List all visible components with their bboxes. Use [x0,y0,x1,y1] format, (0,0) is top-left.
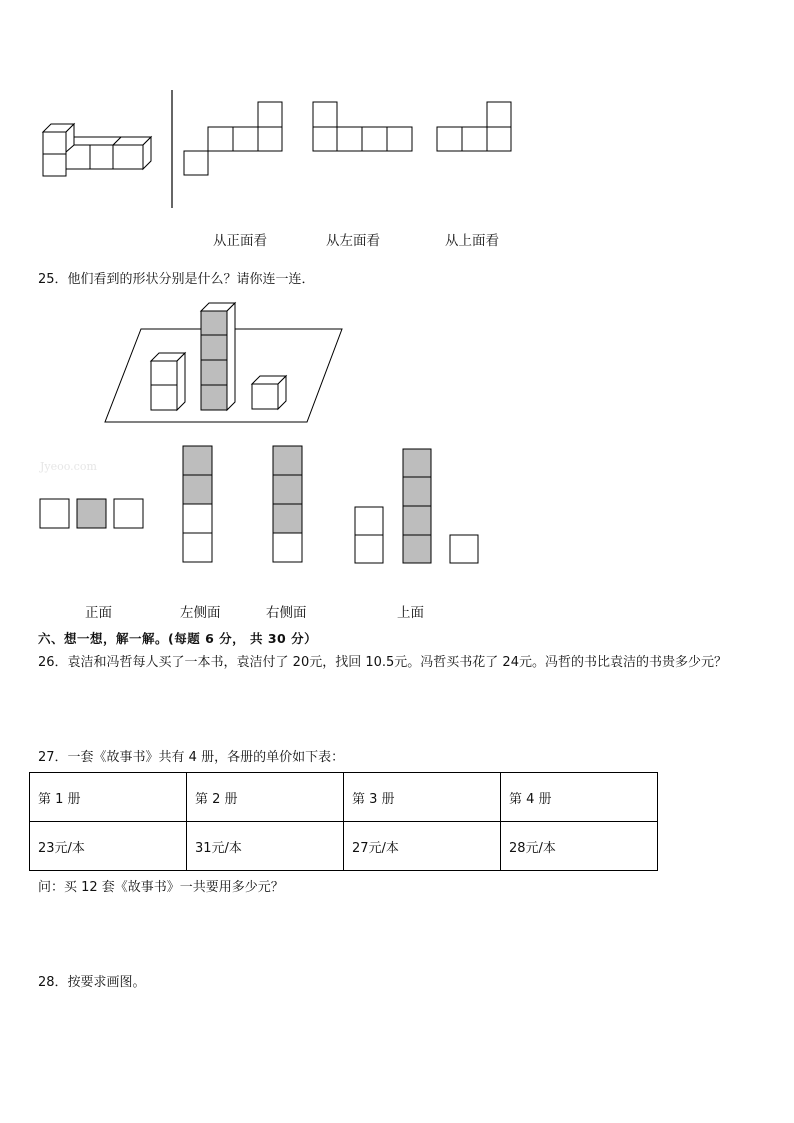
q25-option-right-side [273,446,302,562]
q24-label-top: 从上面看 [445,233,499,249]
table-header-row [30,773,658,822]
q25-label-front: 正面 [85,605,112,621]
table-cell: 27元/本 [344,822,501,871]
q25-option-top [355,449,478,563]
q28-text: 28．按要求画图。 [38,975,146,990]
q25-option-left-side [183,446,212,562]
q25-stack-two [151,353,185,410]
q25-label-left-side: 左侧面 [180,605,221,621]
q27-text: 27．一套《故事书》共有 4 册，各册的单价如下表： [38,750,345,765]
q24-label-left: 从左面看 [326,233,380,249]
q27-question: 问：买 12 套《故事书》一共要用多少元？ [38,880,284,895]
watermark: Jyeoo.com [40,460,97,473]
price-table [29,772,658,871]
table-cell: 第 3 册 [344,773,501,822]
q24-label-front: 从正面看 [213,233,267,249]
section-heading: 六、想一想，解一解。(每题 6 分， 共 30 分） [38,631,318,646]
q25-question: 25．他们看到的形状分别是什么？请你连一连． [38,272,315,287]
table-cell: 第 1 册 [30,773,187,822]
q25-stack-four [201,303,235,410]
table-cell: 28元/本 [501,822,658,871]
q25-option-front [40,499,143,528]
table-cell: 第 4 册 [501,773,658,822]
table-cell: 23元/本 [30,822,187,871]
q25-label-right-side: 右侧面 [266,605,307,621]
q26-text: 26．袁洁和冯哲每人买了一本书，袁洁付了 20元，找回 10.5元。冯哲买书花了 24元。冯哲的书比袁洁的书贵多少元？ [38,655,727,670]
table-row [30,822,658,871]
q25-label-top: 上面 [397,605,424,621]
q25-single-cube [252,376,286,409]
table-cell: 31元/本 [187,822,344,871]
table-cell: 第 2 册 [187,773,344,822]
